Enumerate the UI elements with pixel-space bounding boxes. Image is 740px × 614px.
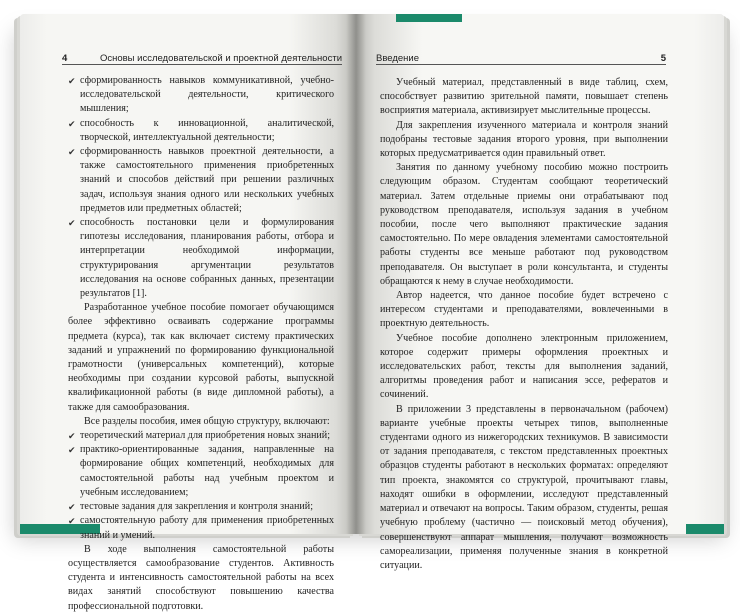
checkmark-icon: ✔ — [68, 516, 76, 527]
bullet-list — [68, 74, 334, 301]
paragraph: Разработанное учебное пособие помогает обучающимся более эффективно осваивать содержание программы предмета (курса), так как включает систему практических заданий и упражнений по формированию функциональной грамотности (универсальных компетенций), которые необходимы при создании курсовой работы, выпускной квалификационной работы (в виде дипломной работы), а также для самообразования. — [68, 302, 334, 413]
left-page-header — [62, 48, 342, 65]
right-page-header — [376, 48, 666, 65]
running-title: Основы исследовательской и проектной деятельности — [99, 53, 342, 64]
page-number: 5 — [660, 53, 666, 64]
book-gutter — [346, 14, 366, 534]
right-page-bottom-tab — [686, 524, 724, 534]
left-page-body — [68, 74, 334, 614]
list-item: ✔ сформированность навыков проектной деятельности, а также самостоятельного применения приобретенных знаний и способов действий при решении различных задач, используя знания одного или нескольких учебных предметов или предметных областей; — [68, 146, 334, 214]
paragraph: Учебный материал, представленный в виде таблиц, схем, способствует развитию зрительной памяти, повышает степень восприятия материала, активизирует мыслительные процессы. — [380, 77, 668, 117]
checkmark-icon: ✔ — [68, 431, 76, 442]
left-page — [20, 14, 356, 612]
paragraph: Учебное пособие дополнено электронным приложением, которое содержит примеры оформления проектных и исследовательских работ, тексты для выполнения заданий, алгоритмы проведения работ и написания эссе, рефератов и сочинений. — [380, 332, 668, 401]
running-title: Введение — [376, 53, 420, 64]
paragraph: Автор надеется, что данное пособие будет встречено с интересом студентами и преподавателями, вовлеченными в проектную деятельность. — [380, 290, 668, 330]
list-item: ✔ практико-ориентированные задания, направленные на формирование общих компетенций, необходимых для самостоятельной работы над учебным проектом и учебным исследованием; — [68, 444, 334, 498]
list-item: ✔ самостоятельную работу для применения приобретенных знаний и умений. — [68, 515, 334, 541]
checkmark-icon: ✔ — [68, 76, 76, 86]
checkmark-icon: ✔ — [68, 218, 76, 229]
checkmark-icon: ✔ — [68, 147, 76, 158]
checkmark-icon: ✔ — [68, 118, 76, 129]
right-page-body — [380, 76, 668, 573]
list-item: ✔ сформированность навыков коммуникативной, учебно-исследовательской деятельности, критического мышления; — [68, 75, 334, 115]
bullet-list — [68, 429, 334, 543]
paragraph: В приложении 3 представлены в первоначальном (рабочем) варианте учебные проекты четырех типов, выполненные студентами одного из нижегородских техникумов. В зависимости от задания преподавателя, с текстом представленных проектных образцов студенты работают в нескольких форматах: определяют тип проекта, знакомятся со структурой, прочитывают главы, находят ошибки в оформлении, исследуют представленный материал и отвечают на вопросы. Таким образом, студенты, решая учебную проблему (частично — поисковый метод обучения), совершенствуют аппарат мышления, получают возможность самореализации, применяя полученные знания в конкретной ситуации. — [380, 403, 668, 571]
paragraph: Занятия по данному учебному пособию можно построить следующим образом. Студентам сообщают теоретический материал. Затем отдельные приемы они отрабатывают под руководством преподавателя, используя задания в учебном пособии, после чего выполняют практические задания самостоятельно. По мере овладения элементами самостоятельной работы студенты все меньше работают под руководством преподавателя. Он выступает в роли консультанта, и студенты обращаются к нему в случае необходимости. — [380, 162, 668, 287]
list-item: ✔ способность к инновационной, аналитической, творческой, интеллектуальной деятельности; — [68, 117, 334, 143]
page-number: 4 — [62, 53, 68, 64]
paragraph: Для закрепления изученного материала и контроля знаний подобраны тестовые задания второго уровня, при выполнении которых предусматривается один правильный ответ. — [380, 119, 668, 160]
right-page — [356, 14, 724, 571]
checkmark-icon: ✔ — [68, 502, 76, 513]
checkmark-icon: ✔ — [68, 445, 76, 456]
right-page-top-tab — [396, 14, 462, 22]
paragraph: В ходе выполнения самостоятельной работы осуществляется самообразование студентов. Активность студента и интенсивность самостоятельной работы на всех видах занятий способствуют повышению качества профессиональной подготовки. — [68, 543, 334, 612]
list-item: ✔ теоретический материал для приобретения новых знаний; — [68, 429, 334, 443]
list-item: ✔ способность постановки цели и формулирования гипотезы исследования, планирования работы, отбора и интерпретации необходимой информации, структурирования аргументации результатов исследования на основе собранных данных, презентации результатов [1]. — [68, 217, 334, 300]
paragraph: Все разделы пособия, имея общую структуру, включают: — [84, 415, 330, 427]
list-item: ✔ тестовые задания для закрепления и контроля знаний; — [68, 500, 334, 514]
